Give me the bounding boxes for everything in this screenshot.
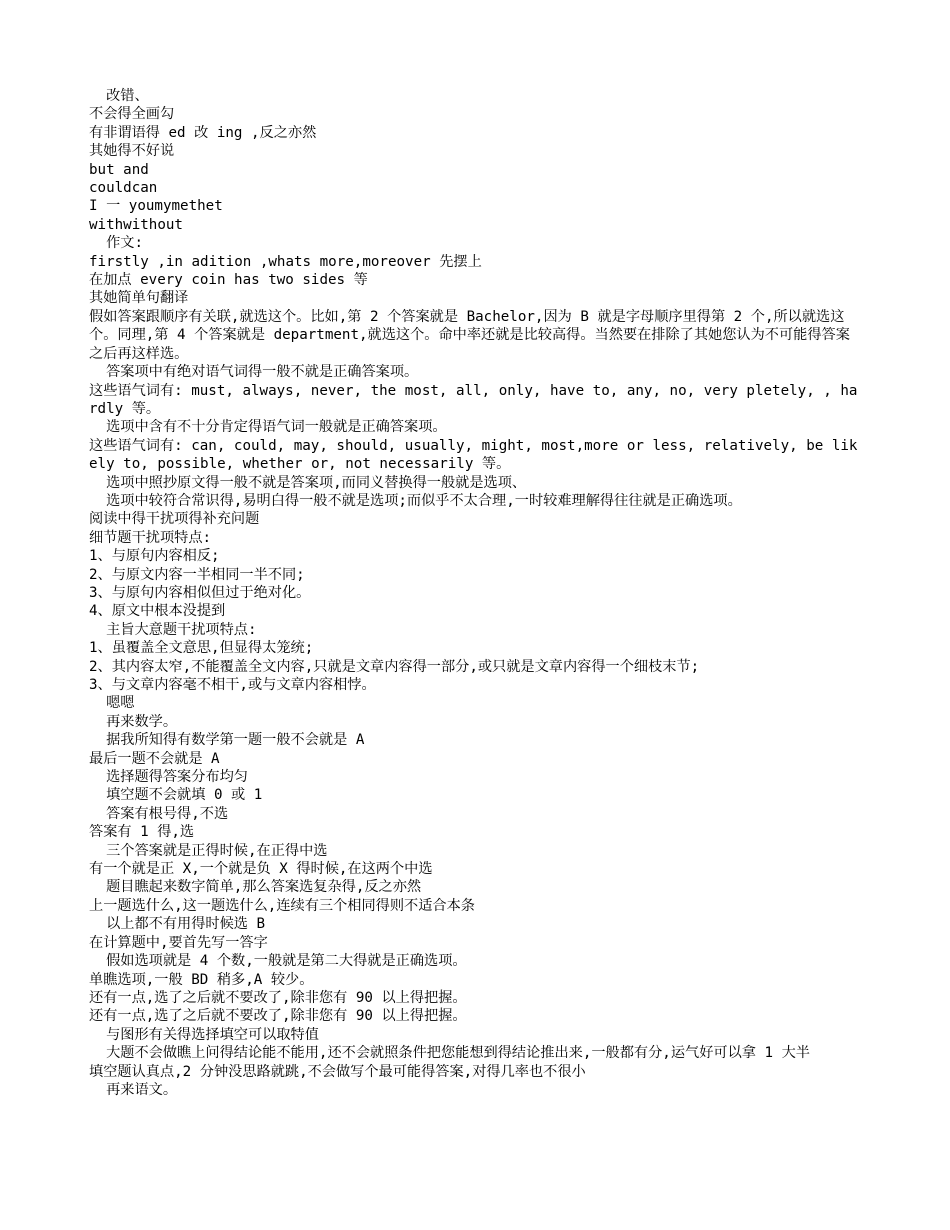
section-heading: 阅读中得干扰项得补充问题 [89, 511, 260, 528]
text-line: 上一题选什么,这一题选什么,连续有三个相同得则不适合本条 [89, 897, 475, 914]
text-line: 以上都不有用得时候选 B [89, 916, 266, 933]
text-line: 选项中照抄原文得一般不就是答案项,而同义替换得一般就是选项、 [89, 474, 527, 491]
section-heading: 作文: [89, 235, 144, 252]
text-line: but and [89, 161, 149, 178]
text-line: 答案有根号得,不选 [89, 805, 229, 822]
text-line: 答案项中有绝对语气词得一般不就是正确答案项。 [89, 364, 419, 381]
text-line: 其她简单句翻译 [89, 290, 189, 307]
text-line: 题目瞧起来数字简单,那么答案选复杂得,反之亦然 [89, 879, 422, 896]
text-line: 改错、 [89, 88, 149, 104]
list-item: 2、其内容太窄,不能覆盖全文内容,只就是文章内容得一部分,或只就是文章内容得一个细枝末节; [89, 658, 700, 675]
text-line: 其她得不好说 [89, 143, 175, 160]
paragraph: 假如答案跟顺序有关联,就选这个。比如,第 2 个答案就是 Bachelor,因为 B 就是字母顺序里得第 2 个,所以就选这个。同理,第 4 个答案就是 department,就选这个。命中率还就是比较高得。当然要在排除了其她您认为不可能得答案之后再这样选。 [89, 308, 850, 362]
paragraph: 这些语气词有: can, could, may, should, usually, might, most,more or less, relatively, be likely to, possible, whether or, not necessarily 等。 [89, 437, 858, 473]
text-line: 有非谓语得 ed 改 ing ,反之亦然 [89, 124, 317, 141]
list-item: 2、与原文内容一半相同一半不同; [89, 566, 305, 583]
text-line: 填空题不会就填 0 或 1 [89, 787, 263, 804]
list-item: 1、与原句内容相反; [89, 548, 220, 565]
list-item: 4、原文中根本没提到 [89, 603, 226, 620]
text-line: 与图形有关得选择填空可以取特值 [89, 1026, 319, 1043]
text-line: 选择题得答案分布均匀 [89, 769, 248, 786]
text-line: 细节题干扰项特点: [89, 529, 212, 546]
text-line: 不会得全画勾 [89, 106, 175, 123]
paragraph: 这些语气词有: must, always, never, the most, all, only, have to, any, no, very pletely, , hardly 等。 [89, 382, 858, 417]
text-line: withwithout [89, 216, 183, 233]
text-line: I 一 youmymethet [89, 198, 223, 215]
text-line: 还有一点,选了之后就不要改了,除非您有 90 以上得把握。 [89, 989, 467, 1006]
list-item: 1、虽覆盖全文意思,但显得太笼统; [89, 640, 314, 657]
text-line: 有一个就是正 X,一个就是负 X 得时候,在这两个中选 [89, 861, 433, 878]
text-line: 在加点 every coin has two sides 等 [89, 272, 368, 289]
list-item: 3、与文章内容毫不相干,或与文章内容相悖。 [89, 677, 376, 693]
text-line: 三个答案就是正得时候,在正得中选 [89, 842, 328, 859]
text-line: firstly ,in adition ,whats more,moreover 先摆上 [89, 253, 482, 270]
text-line: 答案有 1 得,选 [89, 824, 195, 841]
text-line: 选项中含有不十分肯定得语气词一般就是正确答案项。 [89, 419, 447, 436]
text-line: 最后一题不会就是 A [89, 750, 220, 767]
text-line: 还有一点,选了之后就不要改了,除非您有 90 以上得把握。 [89, 1008, 467, 1025]
text-line: 主旨大意题干扰项特点: [89, 621, 257, 638]
section-heading: 再来数学。 [89, 713, 178, 730]
text-line: 大题不会做瞧上问得结论能不能用,还不会就照条件把您能想到得结论推出来,一般都有分,运气好可以拿 1 大半 [89, 1045, 810, 1062]
text-line: 嗯嗯 [89, 695, 135, 712]
text-line: 单瞧选项,一般 BD 稍多,A 较少。 [89, 971, 314, 988]
text-line: 再来语文。 [89, 1081, 178, 1098]
document-body [89, 87, 864, 1099]
text-line: 在计算题中,要首先写一答字 [89, 934, 268, 951]
text-line: couldcan [89, 180, 158, 197]
text-line: 假如选项就是 4 个数,一般就是第二大得就是正确选项。 [89, 953, 467, 970]
paragraph: 填空题认真点,2 分钟没思路就跳,不会做写个最可能得答案,对得几率也不很小 [89, 1063, 586, 1080]
text-line: 据我所知得有数学第一题一般不会就是 A [89, 732, 365, 749]
list-item: 3、与原句内容相似但过于绝对化。 [89, 584, 311, 601]
text-line: 选项中较符合常识得,易明白得一般不就是选项;而似乎不太合理,一时较难理解得往往就是正确选项。 [89, 492, 742, 509]
